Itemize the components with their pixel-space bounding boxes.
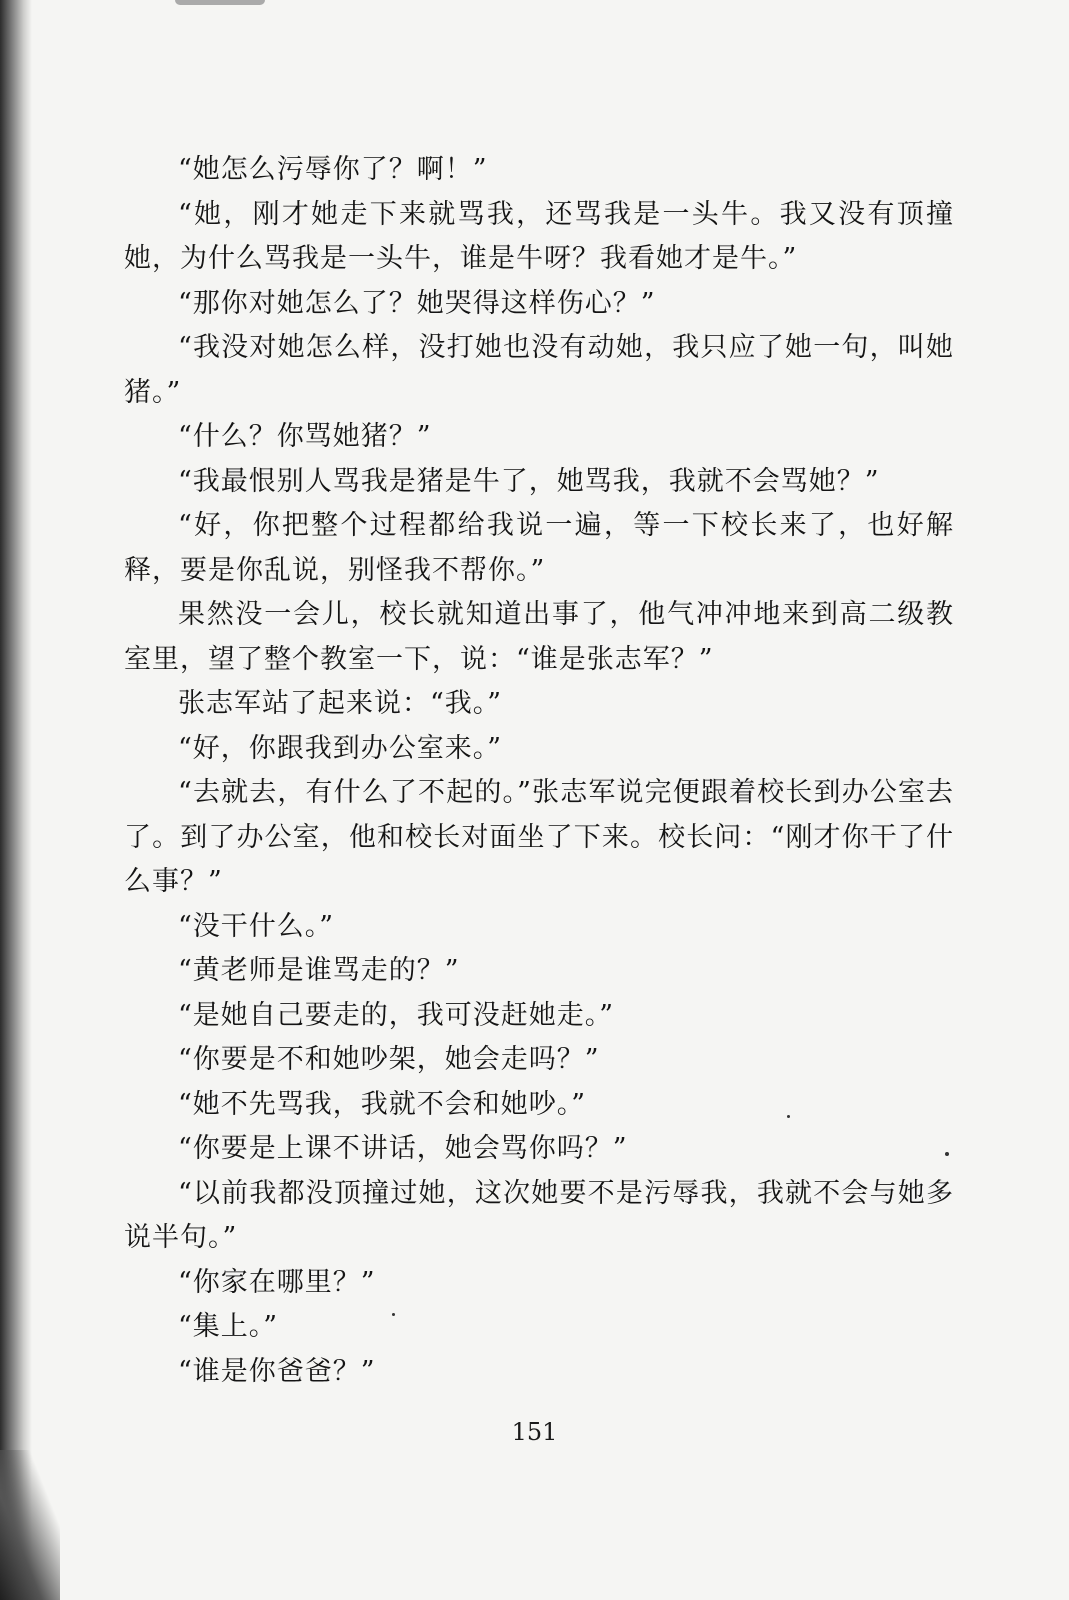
paragraph: “你家在哪里？” [178, 1266, 376, 1298]
paragraph: “我最恨别人骂我是猪是牛了，她骂我，我就不会骂她？” [178, 465, 880, 497]
paragraph: “什么？你骂她猪？” [178, 421, 432, 452]
paragraph: “她怎么污辱你了？啊！” [178, 154, 488, 185]
paragraph: “我没对她怎么样，没打她也没有动她，我只应了她一句，叫她猪。” [124, 332, 954, 408]
scan-speck [945, 1152, 949, 1156]
paragraph: “以前我都没顶撞过她，这次她要不是污辱我，我就不会与她多说半句。” [124, 1177, 954, 1253]
page-number: 151 [511, 1418, 558, 1446]
paragraph: “好，你跟我到办公室来。” [178, 732, 503, 764]
scan-shadow-left [0, 0, 32, 1600]
paragraph: “你要是不和她吵架，她会走吗？” [178, 1044, 600, 1075]
scan-speck [787, 1115, 790, 1118]
paragraph: 张志军站了起来说：“我。” [178, 688, 503, 719]
paragraph: “集上。” [178, 1311, 279, 1342]
paragraph: “谁是你爸爸？” [178, 1355, 376, 1387]
paragraph: “好，你把整个过程都给我说一遍，等一下校长来了，也好解释，要是你乱说，别怪我不帮你。” [124, 510, 954, 586]
scan-speck [392, 1313, 395, 1316]
paragraph: 果然没一会儿，校长就知道出事了，他气冲冲地来到高二级教室里，望了整个教室一下，说：“谁是张志军？” [124, 599, 954, 675]
paragraph: “黄老师是谁骂走的？” [178, 955, 460, 986]
paragraph: “没干什么。” [178, 910, 335, 942]
paragraph: “她，刚才她走下来就骂我，还骂我是一头牛。我又没有顶撞她，为什么骂我是一头牛，谁是牛呀？我看她才是牛。” [124, 198, 954, 274]
body-text [124, 148, 954, 1394]
paragraph: “你要是上课不讲话，她会骂你吗？” [178, 1133, 628, 1164]
scan-smudge [175, 0, 265, 5]
paragraph: “那你对她怎么了？她哭得这样伤心？” [178, 287, 656, 319]
scan-shadow-bottom [0, 1450, 60, 1600]
paragraph: “她不先骂我，我就不会和她吵。” [178, 1088, 587, 1120]
paragraph: “是她自己要走的，我可没赶她走。” [178, 999, 615, 1031]
paragraph: “去就去，有什么了不起的。”张志军说完便跟着校长到办公室去了。到了办公室，他和校长对面坐了下来。校长问：“刚才你干了什么事？” [124, 777, 954, 897]
